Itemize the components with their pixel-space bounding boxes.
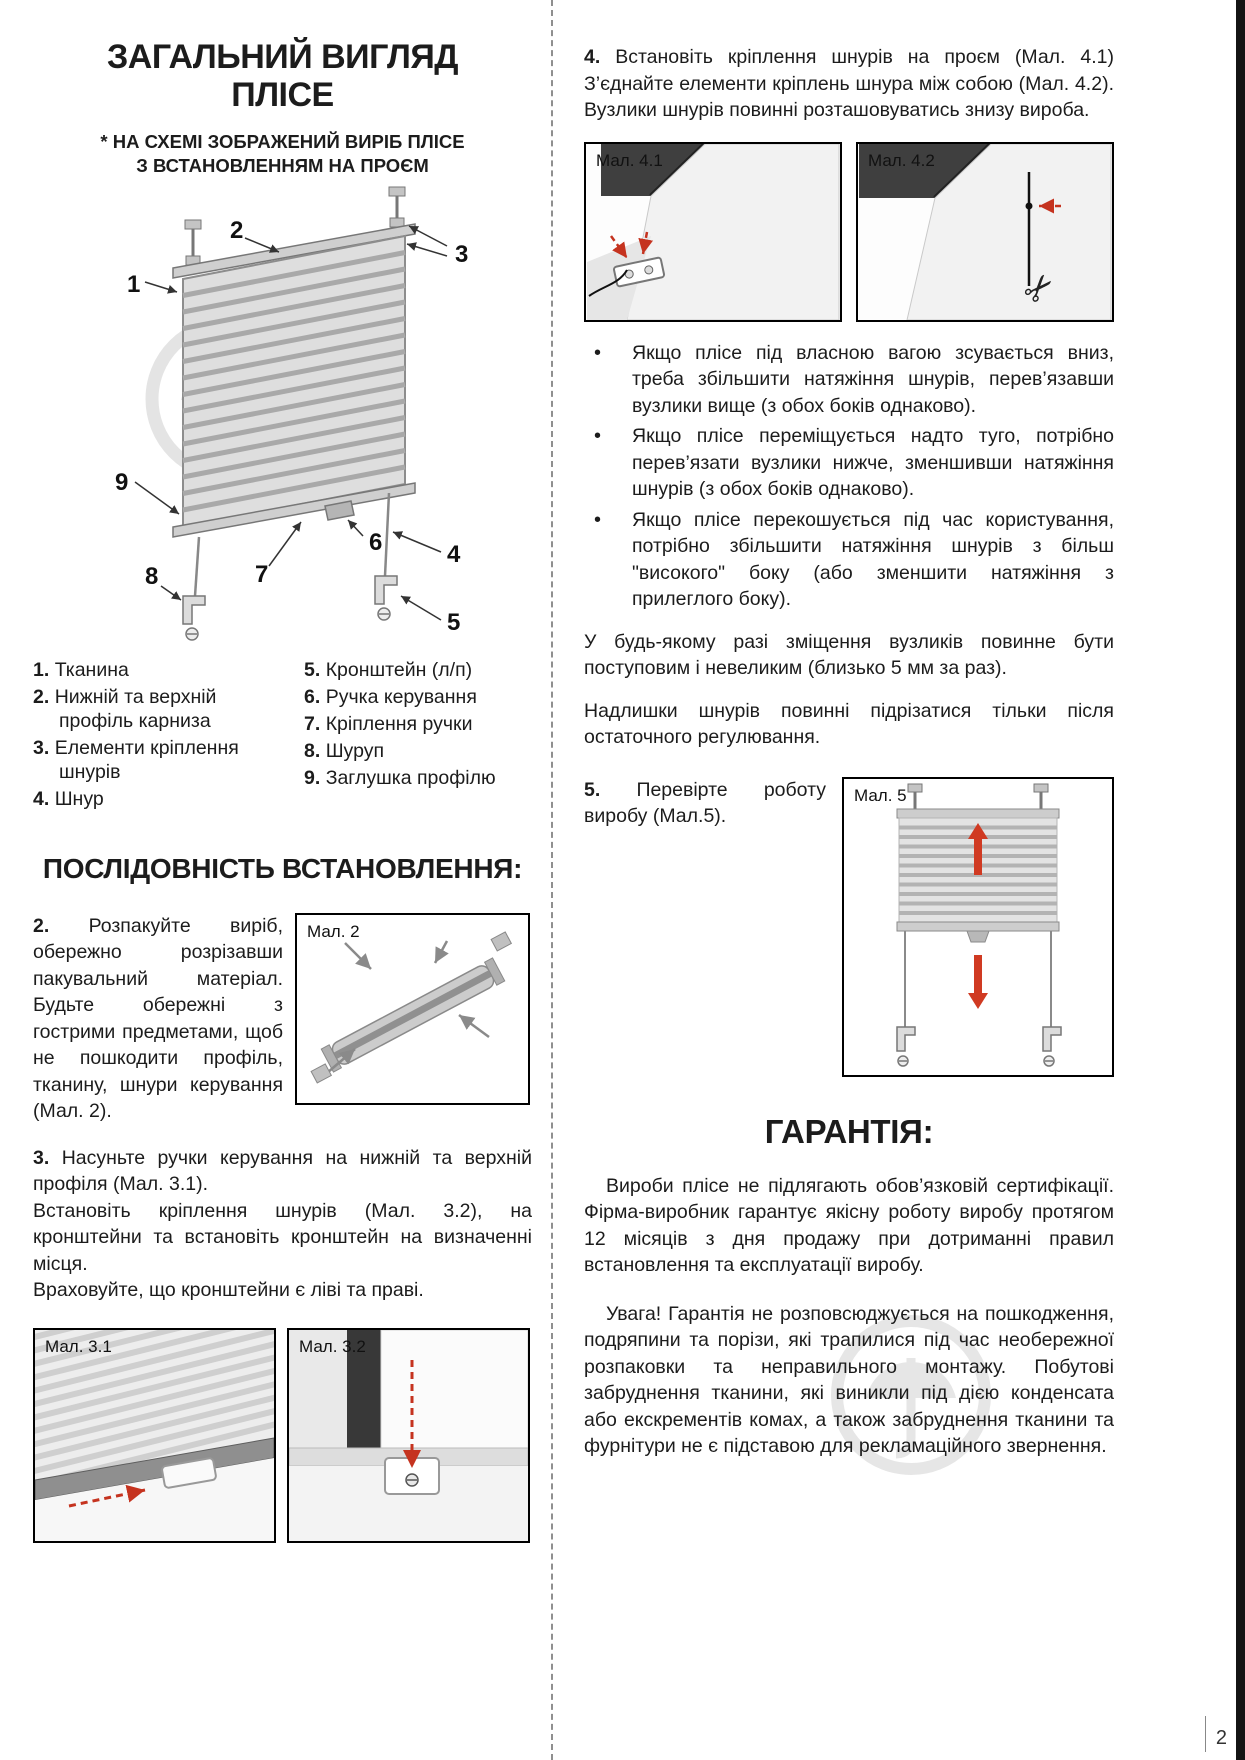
figure-4-1-label: Мал. 4.1 [596, 150, 663, 170]
title-line-2: ПЛІСЕ [231, 76, 334, 115]
subtitle-line-2: З ВСТАНОВЛЕННЯМ НА ПРОЄМ [136, 154, 429, 176]
figure-2-label: Мал. 2 [307, 921, 360, 941]
list-item: • Якщо плісе під власною вагою зсувається вниз, треба збільшити натяжіння шнурів, перев’язавши вузлики вище (з обох боків однаково). [584, 340, 1114, 420]
step-4-text: 4. Встановіть кріплення шнурів на проєм (Мал. 4.1) З’єднайте елементи кріплень шнура між собою (Мал. 4.2). Вузлики шнурів повинні розташовуватись знизу вироба. [584, 46, 1114, 122]
page-number-block [1205, 1716, 1227, 1752]
bottom-rail [897, 922, 1059, 931]
page-number-divider [1205, 1716, 1206, 1752]
floor-brackets [183, 576, 397, 640]
step-3-text: 3. Насуньте ручки керування на нижній та верхній профіля (Мал. 3.1). Встановіть кріплення шнурів (Мал. 3.2), на кронштейни та встановіть кронштейн на визначенні місця. Враховуйте, що кронштейни є ліві та праві. [33, 1146, 532, 1302]
step-5-block [584, 777, 1114, 1077]
title-line-1: ЗАГАЛЬНИЙ ВИГЛЯД [106, 38, 459, 76]
legend-item: 4. Шнур [33, 788, 104, 811]
legend-item: 5. Кронштейн (л/п) [304, 658, 473, 681]
step-2-block [33, 913, 532, 1125]
legend-item: 6. Ручка керування [304, 685, 477, 708]
note-paragraph: Надлишки шнурів повинні підрізатися тільки після остаточного регулювання. [584, 699, 1114, 749]
bracket-part [491, 931, 511, 950]
step-2-text: 2. Розпакуйте виріб, обережно розрізавши пакувальний матеріал. Будьте обережні з гострими предметами, щоб не пошкодити профіль, тканину, шнури керування (Мал. 2). [33, 914, 283, 1123]
right-column [584, 44, 1114, 1460]
callout-2: 2 [230, 216, 244, 244]
bracket-part [311, 1063, 331, 1082]
control-handle [967, 931, 989, 942]
cord-knot [1026, 202, 1033, 209]
legend-item: 1. Тканина [33, 658, 129, 681]
list-item: • Якщо плісе перекошується під час користування, потрібно збільшити натяжіння шнурів з більш "високого" боку (або зменшити натяжіння з прилеглого боку). [584, 507, 1114, 613]
subtitle-line-1: * НА СХЕМІ ЗОБРАЖЕНИЙ ВИРІБ ПЛІСЕ [100, 131, 465, 153]
legend-item: 8. Шуруп [304, 740, 385, 763]
figure-3-2-label: Мал. 3.2 [299, 1336, 366, 1356]
scissors-icon: ✂ [1013, 262, 1065, 313]
figures-3-row [33, 1328, 532, 1543]
page-edge-shadow [1236, 0, 1245, 1760]
figure-3-1-label: Мал. 3.1 [45, 1336, 112, 1356]
left-column [33, 38, 532, 1543]
overview-diagram [33, 184, 532, 654]
legend-column-left [33, 658, 295, 815]
figure-5 [842, 777, 1114, 1077]
page-number: 2 [1215, 1727, 1227, 1749]
figures-4-row [584, 142, 1114, 322]
legend-column-right [304, 658, 532, 815]
step-5-text: 5. Перевірте роботу виробу (Мал.5). [584, 778, 826, 828]
frame-panel [381, 1330, 528, 1448]
figure-4-1 [584, 142, 842, 322]
legend-item: 9. Заглушка профілю [304, 767, 496, 790]
page-title [33, 38, 532, 114]
section-title-installation: ПОСЛІДОВНІСТЬ ВСТАНОВЛЕННЯ: [42, 852, 523, 884]
callout-7: 7 [255, 560, 269, 588]
legend-item: 3. Елементи кріплення шнурів [33, 737, 239, 784]
screw-part [406, 1474, 418, 1486]
warranty-paragraph-2: Увага! Гарантія не розповсюджується на пошкодження, подряпини та порізи, які трапилися під час необережної розпаковки та неправильного монтажу. Побутові забруднення тканини, які виникли під дією конденсата або екскрементів комах, а також забруднення тканини та фурнітури не є підставою для рекламаційного звернення. [584, 1302, 1114, 1458]
figure-4-2-label: Мал. 4.2 [868, 150, 935, 170]
page-subtitle [33, 130, 532, 177]
callout-8: 8 [145, 562, 159, 590]
callout-5: 5 [447, 608, 461, 636]
callout-3: 3 [455, 240, 469, 268]
figure-2 [295, 913, 530, 1105]
adjustment-tips-list [584, 340, 1114, 613]
figure-5-label: Мал. 5 [854, 785, 907, 805]
section-title-warranty: ГАРАНТІЯ: [764, 1112, 934, 1150]
legend-item: 7. Кріплення ручки [304, 712, 473, 735]
note-paragraph: У будь-якому разі зміщення вузликів повинне бути поступовим і невеликим (близько 5 мм за раз). [584, 630, 1114, 680]
list-item: • Якщо плісе переміщується надто туго, потрібно перев’язати вузлики нижче, зменшивши натяжіння шнурів (з обох боків однаково). [584, 423, 1114, 503]
figure-4-2 [856, 142, 1114, 322]
pleated-fabric [183, 236, 405, 527]
legend [33, 658, 532, 815]
column-divider [551, 0, 553, 1760]
top-rail [897, 809, 1059, 818]
callout-4: 4 [447, 540, 461, 568]
figure-3-2 [287, 1328, 530, 1543]
figure-3-1 [33, 1328, 276, 1543]
legend-item: 2. Нижній та верхній профіль карниза [33, 685, 217, 732]
callout-9: 9 [115, 468, 129, 496]
callout-1: 1 [127, 270, 141, 298]
warranty-paragraph-1: Вироби плісе не підлягають обов’язковій сертифікації. Фірма-виробник гарантує якісну роботу виробу протягом 12 місяців з дня продажу при дотриманні правил встановлення та експлуатації виробу. [584, 1174, 1114, 1277]
callout-6: 6 [369, 528, 383, 556]
